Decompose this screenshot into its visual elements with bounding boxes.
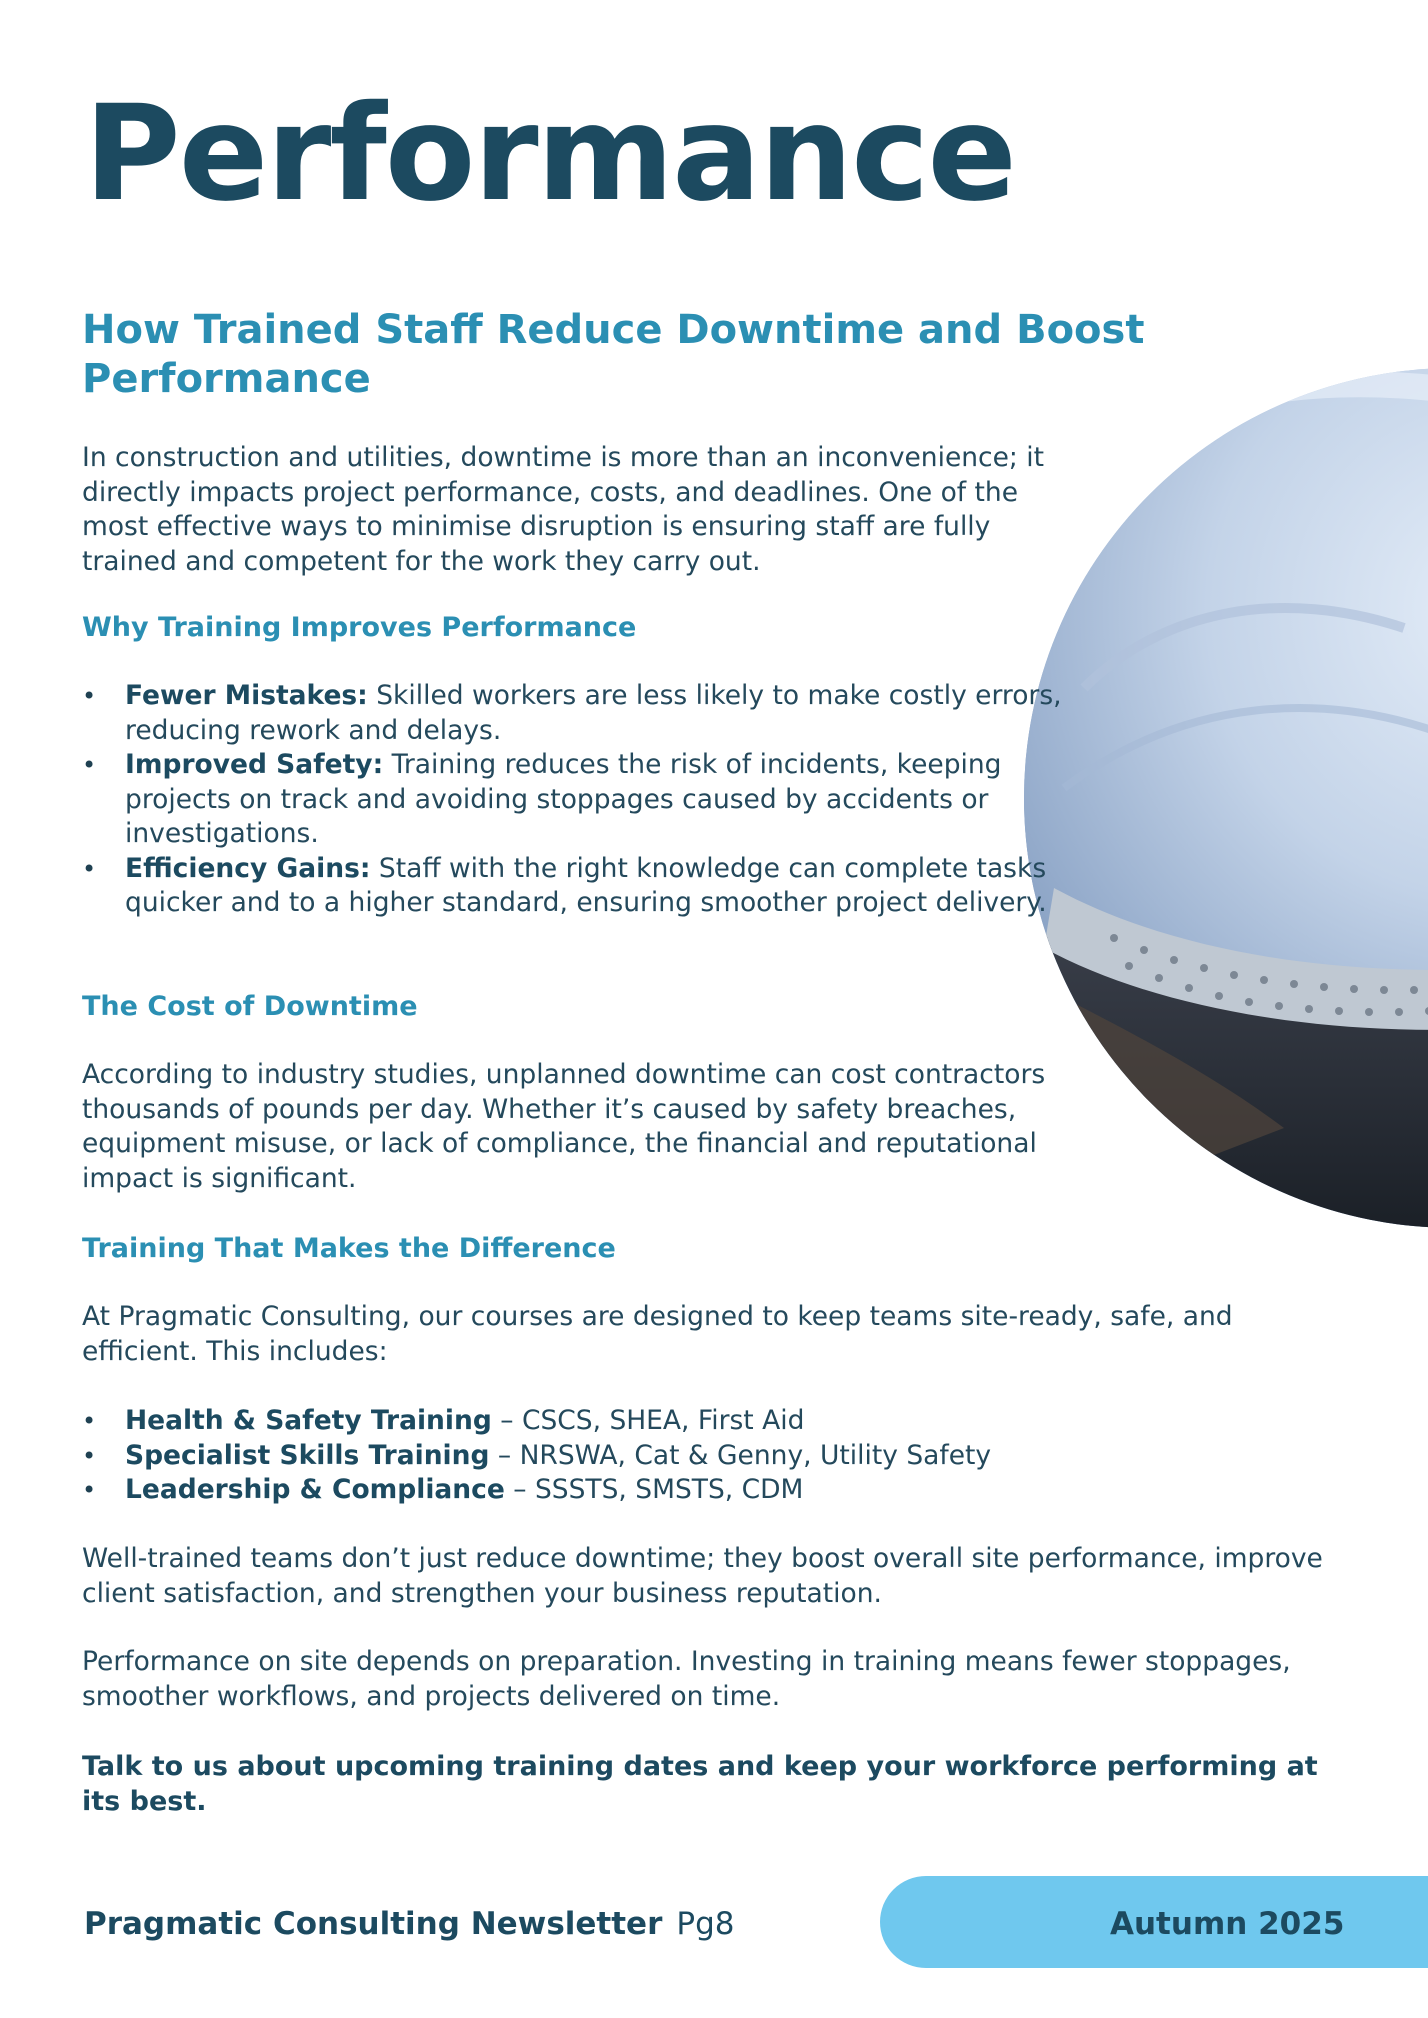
section-heading-why-training: Why Training Improves Performance: [82, 612, 637, 643]
training-benefits-list: [82, 679, 1082, 921]
course-label: Specialist Skills Training: [125, 1439, 490, 1471]
courses-paragraph: At Pragmatic Consulting, our courses are designed to keep teams site-ready, safe, and efficient. This includes:: [82, 1301, 1233, 1367]
newsletter-name: Pragmatic Consulting Newsletter: [84, 1906, 663, 1942]
section-heading-training-difference: Training That Makes the Difference: [82, 1233, 616, 1264]
course-detail: – CSCS, SHEA, First Aid: [491, 1405, 805, 1436]
hard-hat-photo: [1024, 368, 1428, 1228]
page-title: Performance: [84, 77, 1015, 231]
list-item: [82, 1439, 1352, 1474]
list-item: [82, 1404, 1352, 1439]
courses-list: [82, 1404, 1352, 1508]
preparation-paragraph: Performance on site depends on preparation. Investing in training means fewer stoppages, smoother workflows, and projects delivered on time.: [82, 1646, 1291, 1712]
list-item: [82, 1473, 1352, 1508]
page-number: Pg8: [676, 1906, 735, 1942]
list-item: [82, 748, 1082, 852]
intro-paragraph: In construction and utilities, downtime is more than an inconvenience; it directly impacts project performance, costs, and deadlines. One of the most effective ways to minimise disruption is ensuring staff are fully trained and competent for the work they carry out.: [82, 442, 1045, 577]
benefits-paragraph: Well-trained teams don’t just reduce downtime; they boost overall site performance, improve client satisfaction, and strengthen your business reputation.: [82, 1543, 1323, 1609]
footer-season: Autumn 2025: [1110, 1906, 1345, 1942]
article-subtitle: How Trained Staff Reduce Downtime and Boost Performance: [82, 307, 1145, 402]
list-item: [82, 679, 1082, 748]
bullet-text: Skilled workers are less likely to make costly errors, reducing rework and delays.: [125, 680, 1062, 746]
course-label: Leadership & Compliance: [125, 1474, 505, 1505]
downtime-paragraph: According to industry studies, unplanned downtime can cost contractors thousands of pounds per day. Whether it’s caused by safety breaches, equipment misuse, or lack of compliance, the financial and reputational impact is significant.: [82, 1059, 1046, 1194]
footer-newsletter: [84, 1904, 734, 1944]
bullet-label: Fewer Mistakes:: [125, 680, 368, 711]
hard-hat-illustration: [1024, 368, 1428, 1228]
bullet-text: Staff with the right knowledge can complete tasks quicker and to a higher standard, ensuring smoother project delivery.: [125, 852, 1047, 918]
course-detail: – NRSWA, Cat & Genny, Utility Safety: [489, 1439, 992, 1471]
course-detail: – SSSTS, SMSTS, CDM: [504, 1474, 804, 1505]
course-label: Health & Safety Training: [125, 1405, 492, 1436]
bullet-label: Efficiency Gains:: [125, 852, 371, 884]
bullet-text: Training reduces the risk of incidents, keeping projects on track and avoiding stoppages caused by accidents or investigations.: [125, 749, 1002, 849]
section-heading-cost-of-downtime: The Cost of Downtime: [82, 991, 418, 1022]
bullet-label: Improved Safety:: [125, 749, 384, 780]
call-to-action: Talk to us about upcoming training dates and keep your workforce performing at its best.: [82, 1751, 1318, 1817]
list-item: [82, 852, 1082, 921]
